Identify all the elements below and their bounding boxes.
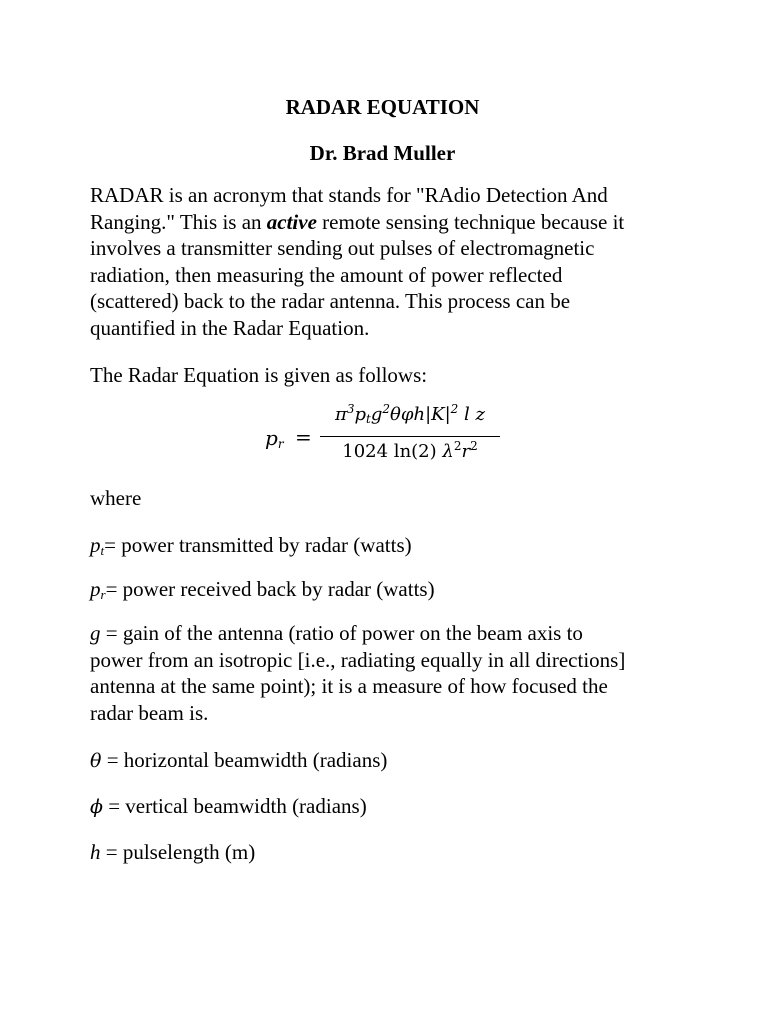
symbol-p: p <box>90 533 101 557</box>
equation-equals: = <box>295 425 312 449</box>
equation-intro: The Radar Equation is given as follows: <box>90 363 428 387</box>
intro-paragraph <box>90 182 690 341</box>
definition-pr: $p_r=$ power received back by radar (watts) <box>90 577 435 602</box>
intro-line-6: quantified in the Radar Equation. <box>90 315 370 340</box>
definition-h: h = pulselength (m) <box>90 840 256 864</box>
symbol-subscript: r <box>100 587 106 602</box>
definition-theta: θ = horizontal beamwidth (radians) <box>90 748 388 772</box>
active-emphasis: active <box>266 209 317 234</box>
equation-denominator: 1024 ln(2) $\lambda^2r^2$ <box>342 439 478 462</box>
where-label: where <box>90 486 142 510</box>
equation-lhs: $p_r$ <box>265 426 284 451</box>
symbol-theta: θ <box>90 750 102 772</box>
definition-phi: ϕ = vertical beamwidth (radians) <box>90 794 367 818</box>
symbol-phi: ϕ <box>90 796 103 818</box>
symbol-h: h <box>90 840 101 864</box>
equation-numerator: $\pi^3p_tg^2\theta\varphi h|K|^2$ l z <box>335 402 485 426</box>
symbol-subscript: t <box>100 543 105 558</box>
symbol-p: p <box>90 577 101 601</box>
definition-g: g = gain of the antenna (ratio of power on the beam axis to power from an isotropic [i.e., radiating equally in all directions] antenna at the same point); it is a measure of how focused the radar beam is. <box>90 621 626 725</box>
document-title: RADAR EQUATION <box>285 95 480 119</box>
intro-line-3: involves a transmitter sending out pulses of electromagnetic <box>90 236 595 260</box>
symbol-g: g <box>90 621 101 645</box>
document-author: Dr. Brad Muller <box>309 141 456 165</box>
fraction-bar <box>320 436 500 437</box>
radar-equation <box>265 400 515 470</box>
intro-line-5: (scattered) back to the radar antenna. This process can be <box>90 289 571 313</box>
intro-line-2: Ranging." This is an active remote sensing technique because it <box>90 209 625 234</box>
intro-line-4: radiation, then measuring the amount of power reflected <box>90 262 563 287</box>
intro-line-1: RADAR is an acronym that stands for "RAdio Detection And <box>90 183 608 207</box>
definition-pt: $p_t=$ power transmitted by radar (watts) <box>90 533 412 558</box>
